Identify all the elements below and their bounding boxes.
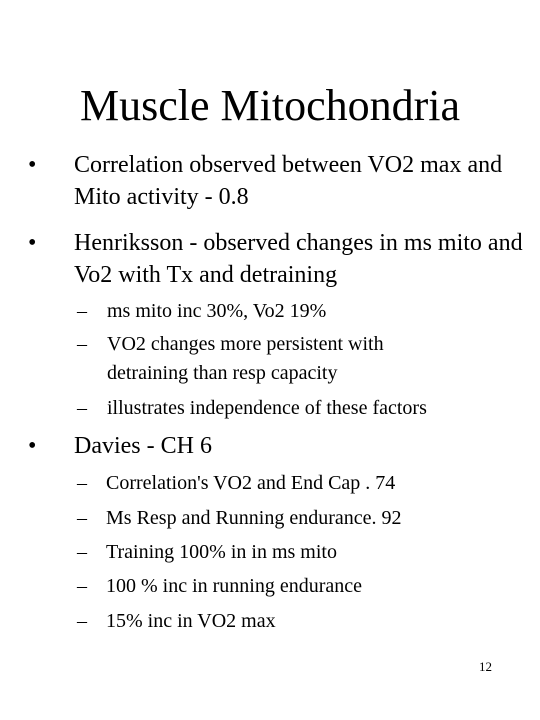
bullet-marker: • — [28, 230, 37, 256]
sub-bullet-item — [77, 572, 517, 601]
sub-bullet-item — [77, 504, 517, 533]
bullet-text: Henriksson - observed changes in ms mito and Vo2 with Tx and detraining — [74, 230, 523, 288]
sub-bullet-marker: – — [77, 610, 87, 632]
sub-bullet-text: VO2 changes more persistent with detraining than resp capacity — [107, 333, 384, 384]
sub-bullet-marker: – — [77, 397, 87, 419]
sub-bullet-item — [77, 330, 457, 388]
slide-title: Muscle Mitochondria — [79, 81, 461, 130]
sub-bullet-item — [77, 469, 517, 498]
bullet-text: Davies - CH 6 — [74, 433, 212, 459]
sub-bullet-marker: – — [77, 541, 87, 563]
sub-bullet-item — [77, 607, 517, 636]
sub-bullet-marker: – — [77, 575, 87, 597]
sub-bullet-marker: – — [77, 472, 87, 494]
sub-bullet-item — [77, 394, 517, 423]
sub-bullet-marker: – — [77, 333, 87, 355]
sub-bullet-marker: – — [77, 300, 87, 322]
bullet-text: Correlation observed between VO2 max and Mito activity - 0.8 — [74, 152, 503, 210]
bullet-marker: • — [28, 433, 37, 459]
sub-bullet-text: Correlation's VO2 and End Cap . 74 — [106, 472, 396, 494]
sub-bullet-text: ms mito inc 30%, Vo2 19% — [107, 300, 327, 322]
sub-bullet-text: illustrates independence of these factors — [107, 397, 427, 419]
sub-bullet-item — [77, 297, 517, 326]
bullet-item — [28, 227, 528, 291]
sub-bullet-marker: – — [77, 507, 87, 529]
bullet-item — [28, 430, 528, 462]
sub-bullet-text: 100 % inc in running endurance — [106, 575, 363, 597]
page-number: 12 — [479, 659, 492, 674]
bullet-item — [28, 149, 528, 213]
sub-bullet-text: Training 100% in in ms mito — [106, 541, 337, 563]
sub-bullet-item — [77, 538, 517, 567]
sub-bullet-text: Ms Resp and Running endurance. 92 — [106, 507, 402, 529]
bullet-marker: • — [28, 152, 37, 178]
sub-bullet-text: 15% inc in VO2 max — [106, 610, 276, 632]
